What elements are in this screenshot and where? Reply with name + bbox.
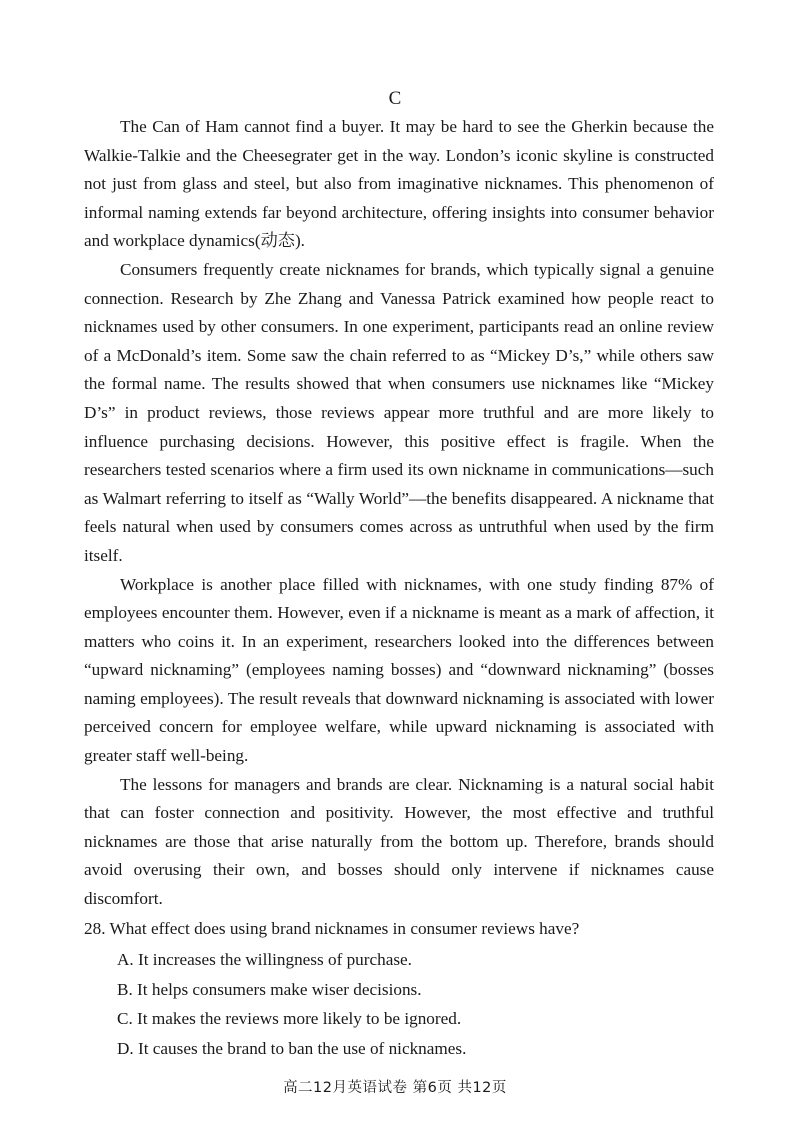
reading-passage	[84, 113, 714, 914]
passage-paragraph-2: Consumers frequently create nicknames for brands, which typically signal a genuine connection. Research by Zhe Zhang and Vanessa Patrick examined how people react to nicknames used by other consumers. In one experiment, participants read an online review of a McDonald’s item. Some saw the chain referred to as “Mickey D’s,” while others saw the formal name. The results showed that when consumers use nicknames like “Mickey D’s” in product reviews, those reviews appear more truthful and are more likely to influence purchasing decisions. However, this positive effect is fragile. When the researchers tested scenarios where a firm used its own nickname in communications—such as Walmart referring to itself as “Wally World”—the benefits disappeared. A nickname that feels natural when used by consumers comes across as untruthful when used by the firm itself.	[84, 259, 714, 565]
question-28	[84, 915, 724, 1063]
passage-paragraph-1: The Can of Ham cannot find a buyer. It may be hard to see the Gherkin because the Walkie-Talkie and the Cheesegrater get in the way. London’s iconic skyline is constructed not just from glass and steel, but also from imaginative nicknames. This phenomenon of informal naming extends far beyond architecture, offering insights into consumer behavior and workplace dynamics(动态).	[84, 117, 714, 251]
option-c: C. It makes the reviews more likely to be ignored.	[117, 1009, 462, 1028]
option-b: B. It helps consumers make wiser decisions.	[117, 979, 422, 999]
question-stem: 28. What effect does using brand nicknames in consumer reviews have?	[84, 919, 580, 938]
section-heading: C	[388, 88, 402, 109]
option-d: D. It causes the brand to ban the use of nicknames.	[117, 1038, 467, 1058]
option-a: A. It increases the willingness of purchase.	[117, 950, 412, 969]
page-footer: 高二12月英语试卷 第6页 共12页	[283, 1080, 507, 1096]
answer-options	[84, 945, 724, 1063]
passage-paragraph-4: The lessons for managers and brands are clear. Nicknaming is a natural social habit that can foster connection and positivity. However, the most effective and truthful nicknames are those that arise naturally from the bottom up. Therefore, brands should avoid overusing their own, and bosses should only intervene if nicknames cause discomfort.	[84, 774, 714, 909]
passage-paragraph-3: Workplace is another place filled with nicknames, with one study finding 87% of employees encounter them. However, even if a nickname is meant as a mark of affection, it matters who coins it. In an experiment, researchers looked into the differences between “upward nicknaming” (employees naming bosses) and “downward nicknaming” (bosses naming employees). The result reveals that downward nicknaming is associated with lower perceived concern for employee welfare, while upward nicknaming is associated with greater staff well-being.	[84, 574, 714, 766]
